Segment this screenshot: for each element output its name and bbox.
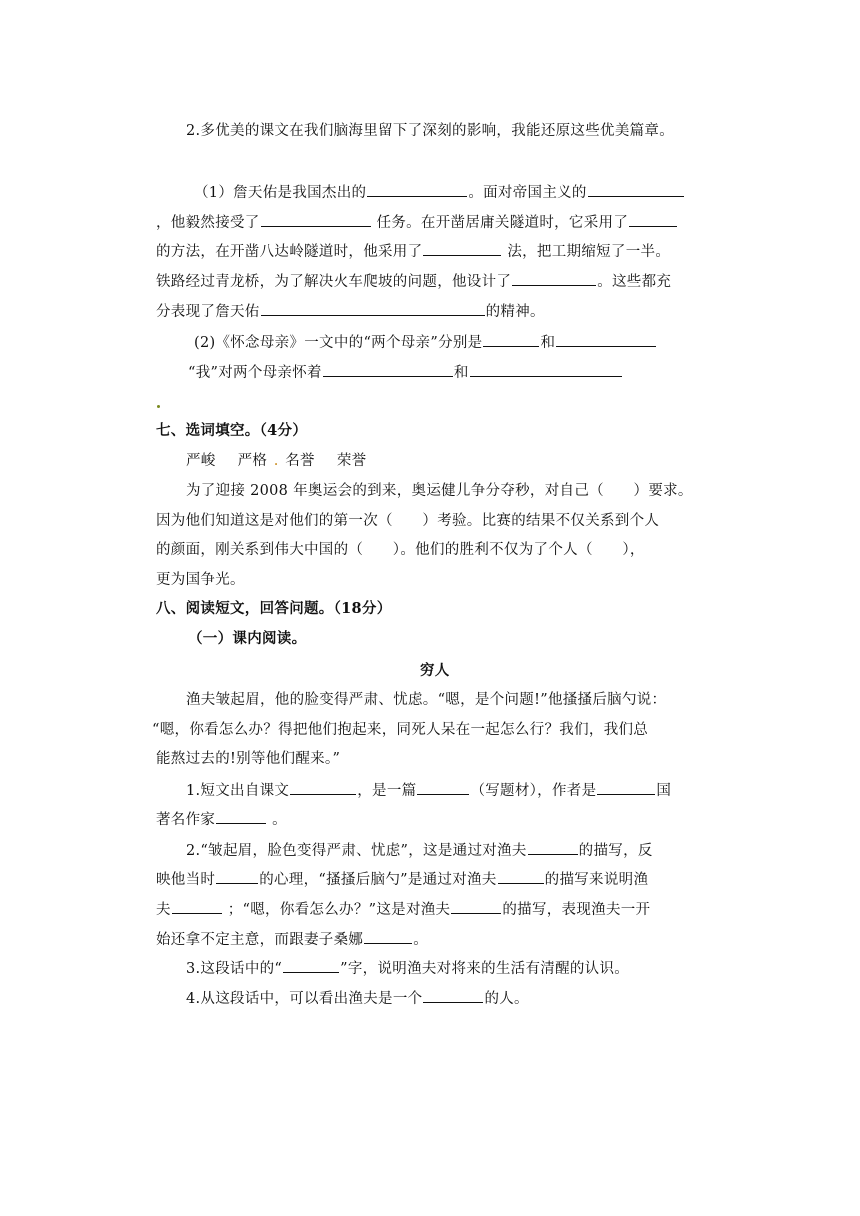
blank[interactable]: [367, 181, 467, 197]
text: 。: [267, 812, 287, 828]
blank[interactable]: [216, 808, 266, 824]
text: 1.短文出自课文: [186, 783, 290, 799]
text: 的方法，在开凿八达岭隧道时，他采用了: [156, 244, 423, 260]
blank[interactable]: [283, 957, 339, 973]
text: 的描写，表现渔夫一开: [502, 902, 651, 918]
text: 3.这段话中的“: [186, 961, 283, 977]
blank[interactable]: [216, 868, 258, 884]
text: 铁路经过青龙桥，为了解决火车爬坡的问题，他设计了: [156, 274, 512, 290]
text: 。这些都充: [597, 274, 672, 290]
blank[interactable]: [261, 300, 485, 316]
section7-heading: 七、选词填空。（4分）: [156, 422, 308, 439]
passage-title: 穷人: [420, 662, 450, 679]
text: 和: [453, 365, 469, 381]
text: 。: [413, 932, 429, 948]
blank[interactable]: [417, 779, 469, 795]
question2-line2: [156, 868, 648, 890]
text: 夫: [156, 902, 171, 918]
blank[interactable]: [423, 987, 483, 1003]
blank[interactable]: [556, 331, 656, 347]
text: ，是一篇: [357, 783, 417, 799]
section7-line1: 为了迎接 2008 年奥运会的到来，奥运健儿争分夺秒，对自己（ ）要求。: [186, 483, 693, 499]
blank[interactable]: [451, 898, 501, 914]
section8-subheading: （一）课内阅读。: [188, 630, 307, 647]
blank[interactable]: [588, 181, 684, 197]
word-choice: 名誉: [285, 453, 315, 469]
text: 的人。: [484, 991, 529, 1007]
para2-line2: [188, 361, 623, 383]
text: 。面对帝国主义的: [468, 185, 587, 201]
text: 的心理，“搔搔后脑勺”是通过对渔夫: [259, 872, 497, 888]
word-choice: 严峻: [186, 453, 216, 469]
text: 国: [656, 783, 672, 799]
blank[interactable]: [364, 928, 412, 944]
para1-line4: [156, 270, 671, 292]
q2-intro: 2.多优美的课文在我们脑海里留下了深刻的影响，我能还原这些优美篇章。: [186, 123, 675, 139]
text: 的描写，反: [578, 843, 653, 859]
word-choice: 荣誉: [336, 453, 367, 469]
section8-heading: 八、阅读短文，回答问题。（18分）: [156, 600, 392, 617]
text: 的精神。: [485, 304, 545, 320]
text: 任务。在开凿居庸关隧道时，它采用了: [371, 215, 629, 231]
blank[interactable]: [290, 779, 356, 795]
section7-line2: 因为他们知道这是对他们的第一次（ ）考验。比赛的结果不仅关系到个人: [156, 513, 660, 529]
text: “我”对两个母亲怀着: [188, 365, 322, 381]
text: （1）詹天佑是我国杰出的: [194, 185, 367, 201]
blank[interactable]: [629, 211, 677, 227]
blank[interactable]: [172, 898, 222, 914]
text: 分表现了詹天佑: [156, 304, 260, 320]
word-choices: [186, 451, 366, 471]
word-choice: 严格: [237, 453, 268, 469]
blank[interactable]: [498, 868, 544, 884]
text: （写题材），作者是: [470, 783, 597, 799]
text: 4.从这段话中，可以看出渔夫是一个: [186, 991, 423, 1007]
text: 法，把工期缩短了一半。: [502, 244, 671, 260]
question2-line4: [156, 928, 428, 950]
blank[interactable]: [323, 361, 453, 377]
text: ；“嗯，你看怎么办？”这是对渔夫: [222, 902, 451, 918]
passage-line1: 渔夫皱起眉，他的脸变得严肃、忧虑。“嗯，是个问题!”他搔搔后脑勺说：: [186, 692, 667, 708]
blank[interactable]: [512, 270, 596, 286]
text: 著名作家: [156, 812, 216, 828]
para1-line1: [194, 181, 685, 203]
question1-line2: [156, 808, 287, 830]
text: 2.“皱起眉，脸色变得严肃、忧虑”，这是通过对渔夫: [186, 843, 527, 859]
para1-line3: [156, 240, 670, 262]
blank[interactable]: [597, 779, 655, 795]
section7-line3: 的颜面，刚关系到伟大中国的（ ）。他们的胜利不仅为了个人（ ），: [156, 542, 645, 558]
blank[interactable]: [261, 211, 371, 227]
word-separator: .: [273, 453, 279, 469]
para1-line2: [156, 211, 678, 233]
text: 始还拿不定主意，而跟妻子桑娜: [156, 932, 364, 948]
blank[interactable]: [483, 331, 539, 347]
text: ，他毅然接受了: [156, 215, 260, 231]
blank[interactable]: [528, 839, 578, 855]
text: 和: [540, 335, 556, 351]
text: 映他当时: [156, 872, 216, 888]
question1-line1: [186, 779, 671, 801]
question2-line1: [186, 839, 653, 861]
passage-line3: 能熬过去的!别等他们醒来。”: [156, 751, 341, 767]
question3: [186, 957, 629, 979]
text: 的描写来说明渔: [544, 872, 649, 888]
blank[interactable]: [470, 361, 622, 377]
speck-mark: [157, 405, 160, 408]
passage-line2: “嗯，你看怎么办？得把他们抱起来，同死人呆在一起怎么行？我们，我们总: [152, 722, 649, 738]
blank[interactable]: [423, 240, 501, 256]
text: (2)《怀念母亲》一文中的“两个母亲”分别是: [194, 335, 483, 351]
question2-line3: [156, 898, 650, 920]
text: ”字，说明渔夫对将来的生活有清醒的认识。: [340, 961, 630, 977]
para1-line5: [156, 300, 545, 322]
section7-line4: 更为国争光。: [156, 572, 245, 588]
question4: [186, 987, 529, 1009]
para2-line1: [194, 331, 657, 353]
